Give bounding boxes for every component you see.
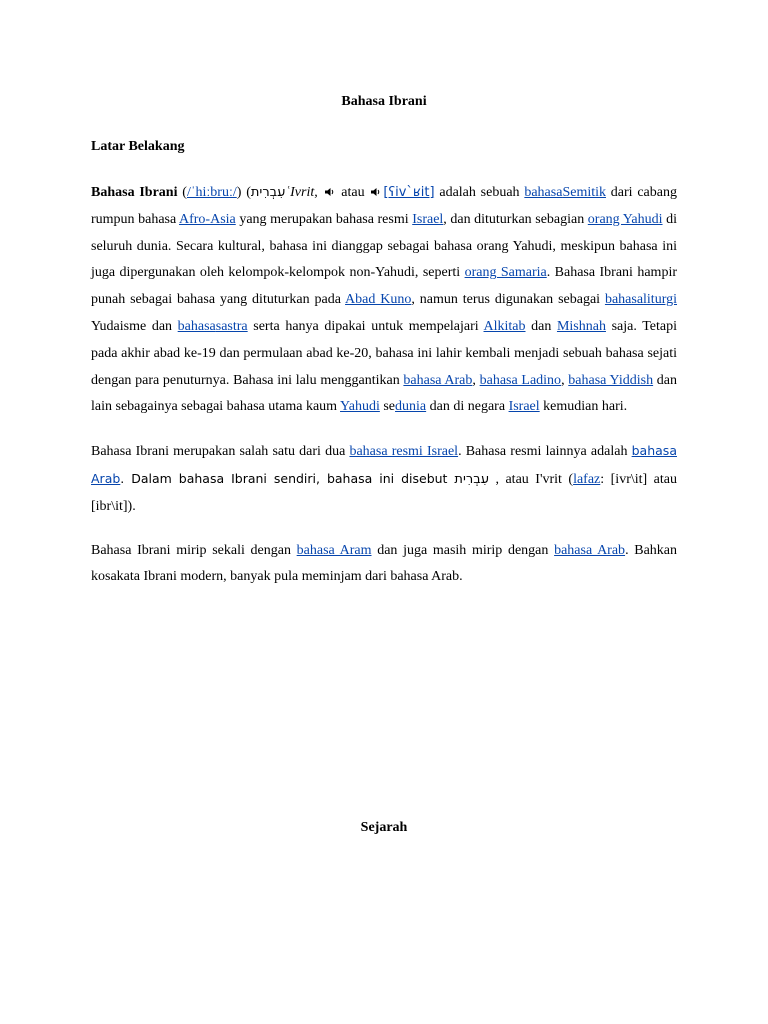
text-span: dan di negara xyxy=(426,399,509,415)
link-sastra[interactable]: sastra xyxy=(215,318,248,334)
text-span: dan lain sebagainya sebagai bahasa utama kaum xyxy=(91,372,678,415)
text-span: . Dalam bahasa Ibrani sendiri, bahasa ini disebut xyxy=(120,470,455,486)
link-orang-yahudi[interactable]: orang Yahudi xyxy=(587,211,663,227)
text-span: serta hanya dipakai untuk mempelajari xyxy=(247,318,484,334)
link-bahasa-aram[interactable]: bahasa Aram xyxy=(296,542,372,558)
link-lafaz[interactable]: lafaz xyxy=(573,471,601,487)
term-bahasa-ibrani: Bahasa Ibrani xyxy=(91,185,178,200)
paragraph-1 xyxy=(91,180,677,421)
text-span: adalah sebuah xyxy=(434,185,525,200)
link-abad-kuno[interactable]: Abad Kuno xyxy=(345,292,412,308)
hebrew-word: עִבְרִית xyxy=(454,471,489,487)
link-afro-asia[interactable]: Afro-Asia xyxy=(179,211,236,227)
text-span: , atau I'vrit ( xyxy=(489,471,574,487)
link-orang-samaria[interactable]: orang Samaria xyxy=(464,265,547,281)
text-span: saja. Tetapi pada akhir abad ke-19 dan permulaan abad ke-20, bahasa ini lahir kembali menjadi sebuah bahasa sejati dengan para penuturnya. Bahasa ini lalu menggantikan xyxy=(91,318,677,388)
text-span: , namun terus digunakan sebagai xyxy=(411,292,605,308)
link-israel[interactable]: Israel xyxy=(412,211,444,227)
link-bahasa[interactable]: bahasa xyxy=(604,292,644,308)
section-heading-latar-belakang: Latar Belakang xyxy=(91,139,185,154)
link-bahasa-arab[interactable]: bahasa Arab xyxy=(403,372,473,388)
link-bahasa[interactable]: bahasa xyxy=(177,318,216,334)
text-span: , xyxy=(561,372,569,388)
text-span: , xyxy=(314,185,323,200)
page-title: Bahasa Ibrani xyxy=(341,94,427,109)
text-span: Bahasa Ibrani mirip sekali dengan xyxy=(91,542,297,558)
link-semitik[interactable]: Semitik xyxy=(562,185,606,200)
document-page xyxy=(91,90,677,591)
link-bahasa-ladino[interactable]: bahasa Ladino xyxy=(479,372,562,388)
text-span: dan juga masih mirip dengan xyxy=(371,542,555,558)
link-israel[interactable]: Israel xyxy=(508,399,540,415)
speaker-icon[interactable] xyxy=(324,187,336,197)
text-span: yang merupakan bahasa resmi xyxy=(235,211,413,227)
link-bahasa[interactable]: bahasa xyxy=(524,185,563,200)
text-span: . Bahasa Ibrani hampir punah sebagai bahasa yang dituturkan pada xyxy=(91,265,678,308)
text-span: ) ( xyxy=(236,185,251,200)
ipa-pronunciation-link[interactable]: /ˈhiːbruː/ xyxy=(186,185,237,200)
transliteration-ivrit: ʿIvrit xyxy=(285,185,315,200)
section-heading-sejarah: Sejarah xyxy=(360,820,408,835)
text-span: di seluruh dunia. Secara kultural, bahasa ini dianggap sebagai bahasa orang Yahudi, meskipun bahasa ini juga dipergunakan oleh kelompok-kelompok non-Yahudi, seperti xyxy=(91,211,677,281)
link-bahasa-arab[interactable]: bahasa Arab xyxy=(91,443,677,486)
text-span: Bahasa Ibrani merupakan salah satu dari dua xyxy=(91,444,350,460)
link-alkitab[interactable]: Alkitab xyxy=(483,318,526,334)
link-liturgi[interactable]: liturgi xyxy=(643,292,677,308)
text-span: atau xyxy=(336,185,370,200)
link-bahasa-yiddish[interactable]: bahasa Yiddish xyxy=(568,372,654,388)
hebrew-word: עִבְרִית xyxy=(250,185,286,200)
text-span: se xyxy=(379,399,396,415)
text-span: ( xyxy=(177,185,187,200)
text-span: : [ivr\it] atau [ibr\it]). xyxy=(91,471,677,514)
text-span: , xyxy=(472,372,480,388)
paragraph-3 xyxy=(91,538,677,592)
link-bahasa-arab[interactable]: bahasa Arab xyxy=(554,542,626,558)
ipa-ivrit-link[interactable]: [ʕiv`ʁit] xyxy=(383,185,435,200)
link-yahudi[interactable]: Yahudi xyxy=(340,399,380,415)
link-dunia[interactable]: dunia xyxy=(395,399,427,415)
paragraph-2 xyxy=(91,438,677,520)
text-span: . Bahasa resmi lainnya adalah xyxy=(458,444,632,460)
text-span: Yudaisme dan xyxy=(91,318,178,334)
text-span: . Bahkan kosakata Ibrani modern, banyak pula meminjam dari bahasa Arab. xyxy=(91,542,677,585)
link-mishnah[interactable]: Mishnah xyxy=(556,318,606,334)
text-span: dari cabang rumpun bahasa xyxy=(91,185,677,227)
text-span: dan xyxy=(525,318,557,334)
text-span: kemudian hari. xyxy=(539,399,628,415)
speaker-icon[interactable] xyxy=(370,187,382,197)
link-bahasa-resmi-israel[interactable]: bahasa resmi Israel xyxy=(349,444,459,460)
text-span: , dan dituturkan sebagian xyxy=(443,211,588,227)
